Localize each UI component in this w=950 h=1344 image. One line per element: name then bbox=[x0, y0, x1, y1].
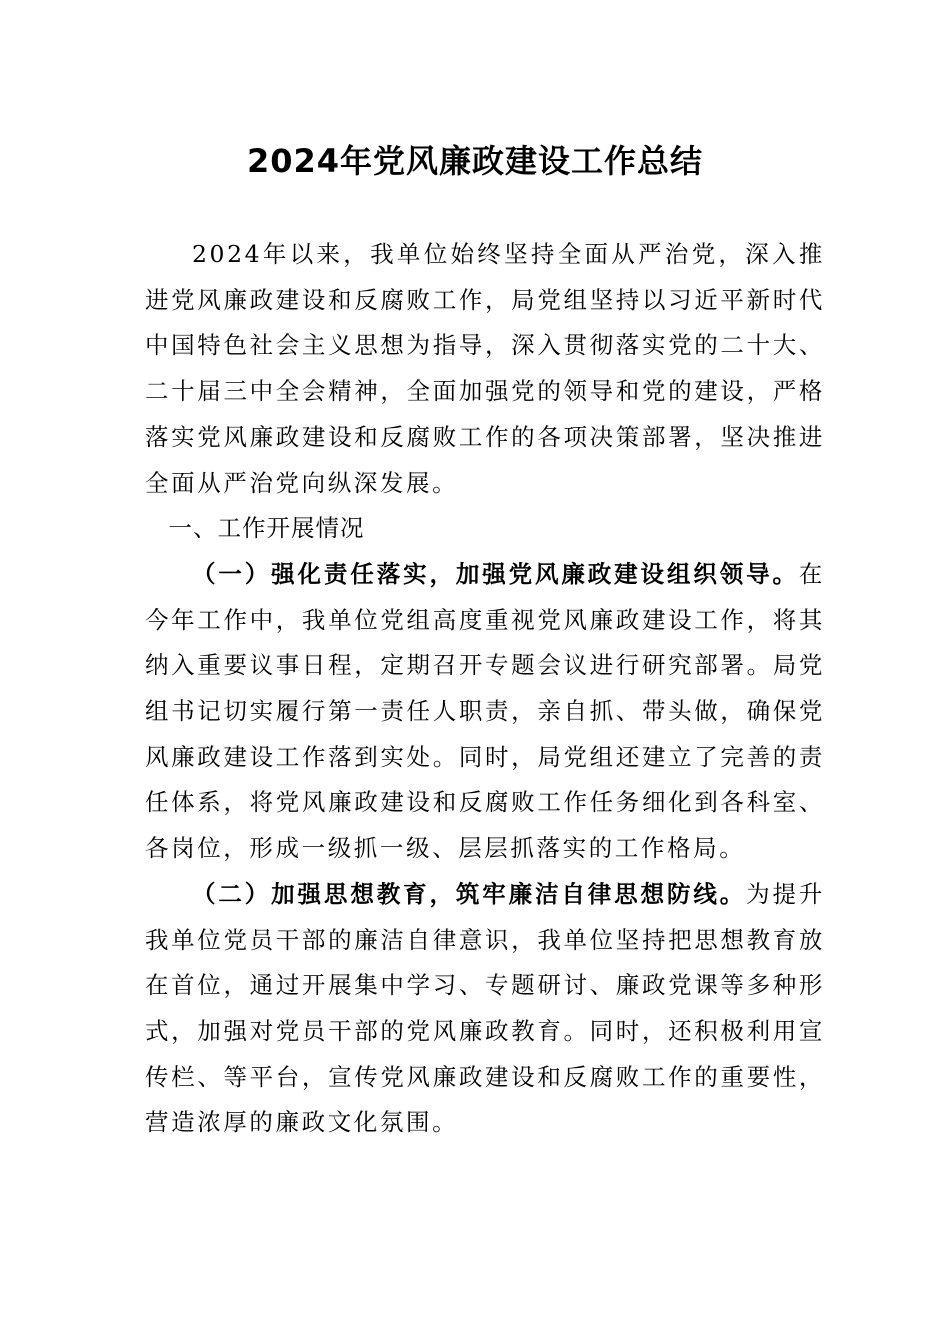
item-text-responsibility: 在今年工作中，我单位党组高度重视党风廉政建设工作，将其纳入重要议事日程，定期召开专题会议进行研究部署。局党组书记切实履行第一责任人职责，亲自抓、带头做，确保党风廉政建设工作落到实处。同时，局党组还建立了完善的责任体系，将党风廉政建设和反腐败工作任务细化到各科室、各岗位，形成一级抓一级、层层抓落实的工作格局。 bbox=[145, 559, 825, 863]
item-text-education: 为提升我单位党员干部的廉洁自律意识，我单位坚持把思想教育放在首位，通过开展集中学习、专题研讨、廉政党课等多种形式，加强对党员干部的党风廉政教育。同时，还积极利用宣传栏、等平台，宣传党风廉政建设和反腐败工作的重要性，营造浓厚的廉政文化氛围。 bbox=[145, 879, 825, 1137]
document-title: 2024年党风廉政建设工作总结 bbox=[246, 142, 704, 180]
intro-paragraph: 2024年以来，我单位始终坚持全面从严治党，深入推进党风廉政建设和反腐败工作，局党组坚持以习近平新时代中国特色社会主义思想为指导，深入贯彻落实党的二十大、二十届三中全会精神，全面加强党的领导和党的建设，严格落实党风廉政建设和反腐败工作的各项决策部署，坚决推进全面从严治党向纵深发展。 bbox=[145, 240, 825, 497]
item-paragraph-responsibility bbox=[145, 552, 825, 872]
item-lead-education: （二）加强思想教育，筑牢廉洁自律思想防线。 bbox=[192, 879, 747, 908]
item-paragraph-education bbox=[145, 872, 825, 1146]
section-heading-work-status: 一、工作开展情况 bbox=[168, 514, 365, 543]
document-body bbox=[145, 232, 825, 1146]
item-lead-responsibility: （一）强化责任落实，加强党风廉政建设组织领导。 bbox=[192, 559, 799, 588]
